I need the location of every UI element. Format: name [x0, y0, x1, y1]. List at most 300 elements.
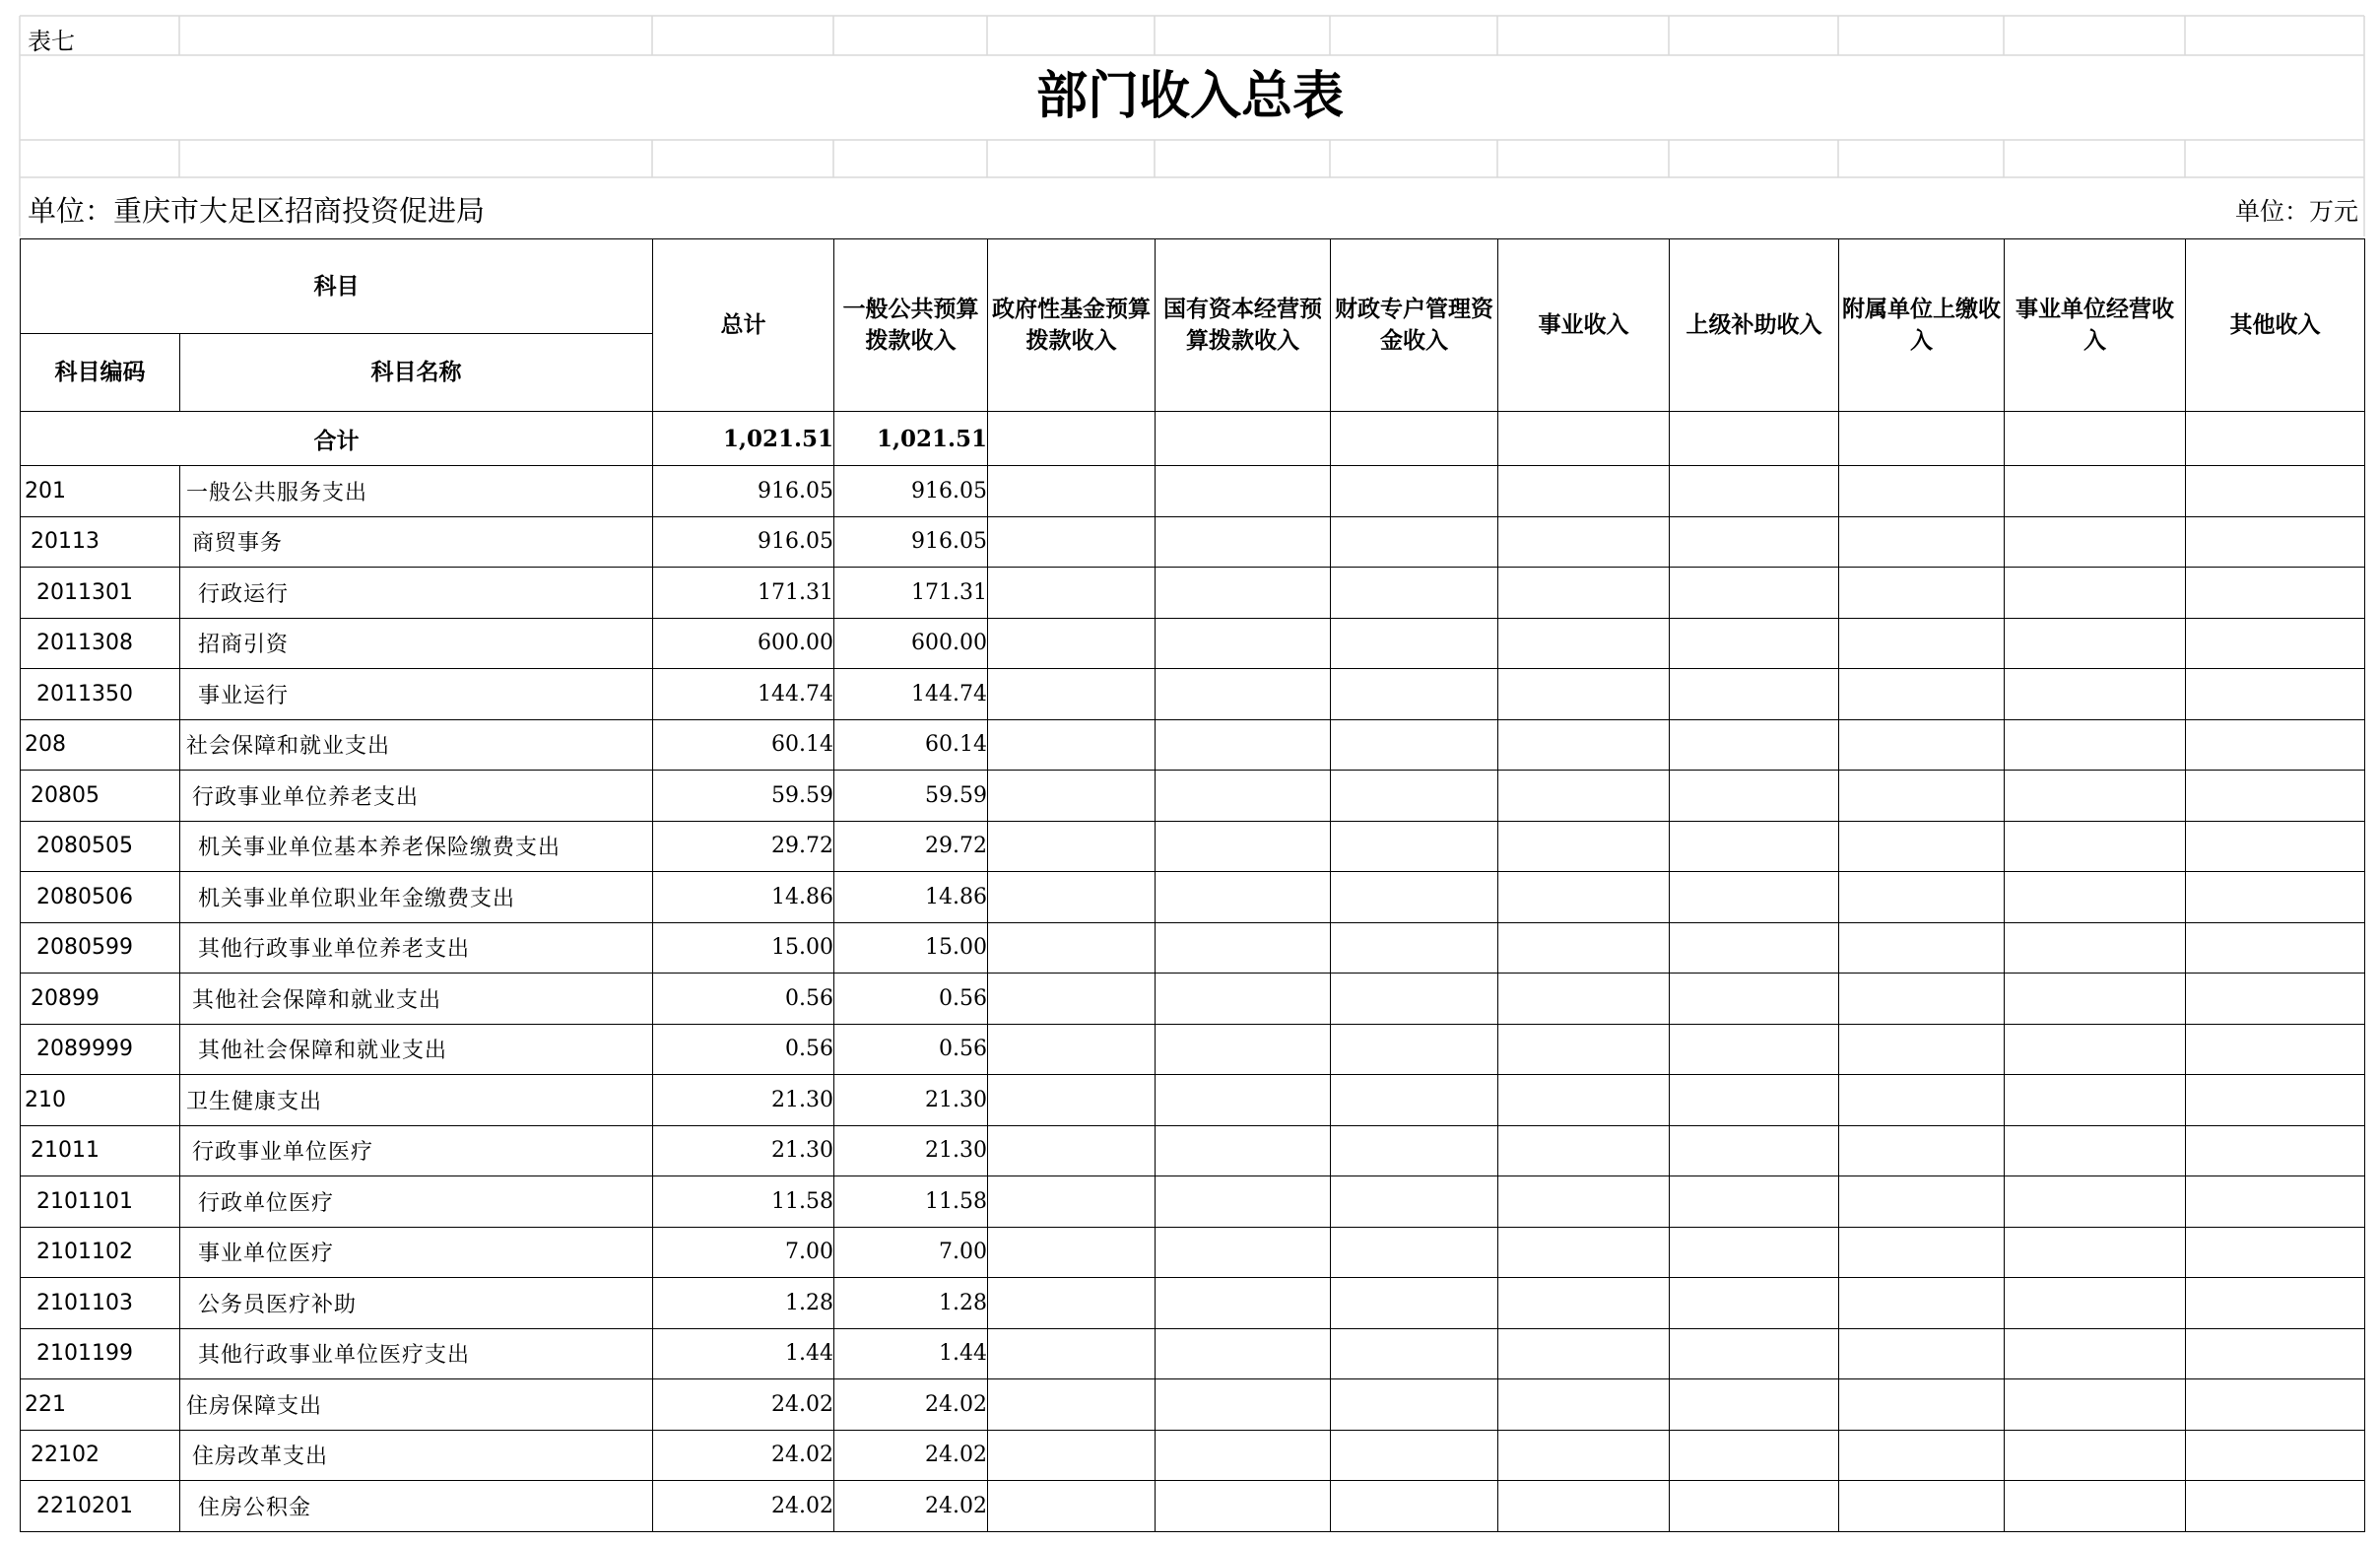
empty-cell — [1670, 516, 1839, 568]
general-budget-value: 916.05 — [834, 466, 988, 517]
empty-cell — [1331, 1176, 1498, 1228]
general-budget-value: 0.56 — [834, 974, 988, 1025]
empty-cell — [2186, 974, 2365, 1025]
subject-code: 20899 — [21, 974, 180, 1025]
empty-cell — [2186, 719, 2365, 771]
empty-cell — [1498, 1328, 1670, 1379]
empty-cell — [2005, 1227, 2186, 1278]
empty-cell — [1331, 618, 1498, 669]
empty-cell — [2005, 1075, 2186, 1126]
empty-cell — [1156, 1379, 1331, 1431]
empty-cell — [1670, 922, 1839, 974]
general-budget-value: 600.00 — [834, 618, 988, 669]
empty-cell — [1670, 618, 1839, 669]
total-value: 144.74 — [653, 669, 834, 720]
empty-cell — [988, 1125, 1156, 1176]
empty-cell — [2186, 1176, 2365, 1228]
empty-cell — [1156, 1328, 1331, 1379]
empty-cell — [2005, 771, 2186, 822]
subject-name: 一般公共服务支出 — [180, 466, 653, 517]
empty-cell — [1839, 1075, 2005, 1126]
empty-cell — [1498, 1227, 1670, 1278]
empty-cell — [1156, 618, 1331, 669]
empty-cell — [2005, 821, 2186, 872]
empty-cell — [2005, 1278, 2186, 1329]
general-budget-value: 7.00 — [834, 1227, 988, 1278]
empty-cell — [1331, 669, 1498, 720]
table-row — [21, 568, 2365, 619]
subject-name: 卫生健康支出 — [180, 1075, 653, 1126]
empty-cell — [1331, 1481, 1498, 1532]
empty-cell — [988, 771, 1156, 822]
subject-code: 2101101 — [21, 1176, 180, 1228]
total-value: 59.59 — [653, 771, 834, 822]
empty-cell — [1670, 771, 1839, 822]
empty-cell — [2005, 922, 2186, 974]
empty-cell — [1156, 516, 1331, 568]
subject-code: 2089999 — [21, 1024, 180, 1075]
table-row — [21, 1328, 2365, 1379]
empty-cell — [1498, 618, 1670, 669]
empty-cell — [1839, 1278, 2005, 1329]
empty-cell — [1331, 1430, 1498, 1481]
general-budget-value: 916.05 — [834, 516, 988, 568]
subject-code: 22102 — [21, 1430, 180, 1481]
subject-name: 公务员医疗补助 — [180, 1278, 653, 1329]
empty-cell — [1670, 872, 1839, 923]
total-value: 24.02 — [653, 1379, 834, 1431]
empty-cell — [988, 1328, 1156, 1379]
total-value: 7.00 — [653, 1227, 834, 1278]
subject-code: 2080505 — [21, 821, 180, 872]
empty-cell — [1670, 1278, 1839, 1329]
table-row — [21, 1278, 2365, 1329]
subject-name: 其他行政事业单位养老支出 — [180, 922, 653, 974]
subject-name: 住房公积金 — [180, 1481, 653, 1532]
general-budget-value: 59.59 — [834, 771, 988, 822]
table-row — [21, 922, 2365, 974]
general-budget-value: 0.56 — [834, 1024, 988, 1075]
empty-cell — [2186, 821, 2365, 872]
empty-cell — [1839, 466, 2005, 517]
subject-name: 事业单位医疗 — [180, 1227, 653, 1278]
table-row — [21, 1379, 2365, 1431]
subject-name: 商贸事务 — [180, 516, 653, 568]
subject-name: 行政事业单位养老支出 — [180, 771, 653, 822]
empty-cell — [1670, 974, 1839, 1025]
table-row — [21, 821, 2365, 872]
table-row — [21, 1024, 2365, 1075]
empty-cell — [2005, 1125, 2186, 1176]
empty-cell — [1498, 1176, 1670, 1228]
subject-code: 2210201 — [21, 1481, 180, 1532]
empty-cell — [1331, 1278, 1498, 1329]
empty-cell — [1156, 974, 1331, 1025]
general-budget-value: 1.28 — [834, 1278, 988, 1329]
empty-cell — [1839, 516, 2005, 568]
empty-cell — [988, 669, 1156, 720]
total-value: 11.58 — [653, 1176, 834, 1228]
empty-cell — [1498, 1379, 1670, 1431]
empty-cell — [1331, 719, 1498, 771]
table-row — [21, 1227, 2365, 1278]
empty-cell — [1839, 872, 2005, 923]
table-row — [21, 618, 2365, 669]
empty-cell — [988, 821, 1156, 872]
empty-cell — [2186, 669, 2365, 720]
empty-cell — [2186, 1024, 2365, 1075]
empty-cell — [2005, 1379, 2186, 1431]
subject-name: 社会保障和就业支出 — [180, 719, 653, 771]
total-value: 0.56 — [653, 1024, 834, 1075]
table-row — [21, 1481, 2365, 1532]
total-value: 1.44 — [653, 1328, 834, 1379]
empty-cell — [1156, 922, 1331, 974]
empty-cell — [2186, 568, 2365, 619]
empty-cell — [2186, 466, 2365, 517]
empty-cell — [1839, 1430, 2005, 1481]
empty-cell — [1498, 872, 1670, 923]
empty-cell — [988, 1379, 1156, 1431]
empty-cell — [1670, 1075, 1839, 1126]
general-budget-value: 171.31 — [834, 568, 988, 619]
empty-cell — [1498, 1278, 1670, 1329]
empty-cell — [1156, 821, 1331, 872]
empty-cell — [1498, 771, 1670, 822]
empty-cell — [1839, 568, 2005, 619]
empty-cell — [1156, 1481, 1331, 1532]
empty-cell — [2005, 1430, 2186, 1481]
empty-cell — [988, 1278, 1156, 1329]
empty-cell — [988, 1430, 1156, 1481]
subject-code: 2101102 — [21, 1227, 180, 1278]
empty-cell — [1839, 821, 2005, 872]
empty-cell — [1839, 1481, 2005, 1532]
subject-code: 20805 — [21, 771, 180, 822]
empty-cell — [1670, 1176, 1839, 1228]
total-value: 916.05 — [653, 516, 834, 568]
empty-cell — [1156, 1075, 1331, 1126]
header-affiliated-income: 附属单位上缴收入 — [1839, 239, 2005, 412]
empty-cell — [1670, 1227, 1839, 1278]
table-row — [21, 1125, 2365, 1176]
empty-cell — [1156, 1227, 1331, 1278]
empty-cell — [1839, 719, 2005, 771]
empty-cell — [1156, 1430, 1331, 1481]
empty-cell — [2186, 618, 2365, 669]
empty-cell — [1498, 821, 1670, 872]
table-row — [21, 771, 2365, 822]
empty-cell — [988, 922, 1156, 974]
table-row — [21, 1430, 2365, 1481]
total-value: 916.05 — [653, 466, 834, 517]
total-value: 600.00 — [653, 618, 834, 669]
empty-cell — [1670, 1024, 1839, 1075]
empty-cell — [1498, 412, 1670, 466]
empty-cell — [1331, 1379, 1498, 1431]
empty-cell — [988, 618, 1156, 669]
empty-cell — [1839, 1328, 2005, 1379]
empty-cell — [1670, 669, 1839, 720]
summary-label: 合计 — [21, 412, 653, 466]
empty-cell — [1839, 1227, 2005, 1278]
subject-name: 其他社会保障和就业支出 — [180, 974, 653, 1025]
empty-cell — [1331, 568, 1498, 619]
empty-cell — [1331, 771, 1498, 822]
empty-cell — [1498, 1024, 1670, 1075]
subject-name: 其他行政事业单位医疗支出 — [180, 1328, 653, 1379]
empty-cell — [2005, 1481, 2186, 1532]
header-state-capital: 国有资本经营预算拨款收入 — [1156, 239, 1331, 412]
header-business-income: 事业收入 — [1498, 239, 1670, 412]
empty-cell — [988, 974, 1156, 1025]
total-value: 21.30 — [653, 1075, 834, 1126]
empty-cell — [2186, 1430, 2365, 1481]
subject-code: 21011 — [21, 1125, 180, 1176]
header-general-budget: 一般公共预算拨款收入 — [834, 239, 988, 412]
empty-cell — [1331, 1227, 1498, 1278]
empty-cell — [2186, 1379, 2365, 1431]
general-budget-value: 24.02 — [834, 1379, 988, 1431]
empty-cell — [988, 1481, 1156, 1532]
empty-cell — [988, 872, 1156, 923]
empty-cell — [2186, 1125, 2365, 1176]
empty-cell — [1498, 922, 1670, 974]
empty-cell — [1498, 1075, 1670, 1126]
empty-cell — [988, 719, 1156, 771]
empty-cell — [1670, 1328, 1839, 1379]
total-value: 29.72 — [653, 821, 834, 872]
empty-cell — [2005, 412, 2186, 466]
subject-name: 住房保障支出 — [180, 1379, 653, 1431]
sheet-tag: 表七 — [28, 28, 75, 55]
general-budget-value: 15.00 — [834, 922, 988, 974]
empty-cell — [1670, 719, 1839, 771]
empty-cell — [1498, 974, 1670, 1025]
empty-cell — [988, 1176, 1156, 1228]
empty-cell — [988, 412, 1156, 466]
empty-cell — [2186, 771, 2365, 822]
header-total: 总计 — [653, 239, 834, 412]
empty-cell — [1156, 1024, 1331, 1075]
total-value: 1.28 — [653, 1278, 834, 1329]
empty-cell — [1331, 516, 1498, 568]
table-row — [21, 872, 2365, 923]
empty-cell — [1156, 466, 1331, 517]
empty-cell — [1670, 568, 1839, 619]
empty-cell — [2005, 1176, 2186, 1228]
empty-cell — [1839, 771, 2005, 822]
empty-cell — [1156, 771, 1331, 822]
empty-cell — [1498, 568, 1670, 619]
empty-cell — [1156, 568, 1331, 619]
subject-name: 事业运行 — [180, 669, 653, 720]
subject-code: 208 — [21, 719, 180, 771]
empty-cell — [1331, 1024, 1498, 1075]
empty-cell — [1839, 1024, 2005, 1075]
empty-cell — [2005, 568, 2186, 619]
empty-cell — [2186, 412, 2365, 466]
table-row — [21, 974, 2365, 1025]
empty-cell — [1670, 412, 1839, 466]
empty-cell — [1156, 872, 1331, 923]
table-row — [21, 1075, 2365, 1126]
empty-cell — [1670, 1481, 1839, 1532]
general-budget-value: 21.30 — [834, 1075, 988, 1126]
empty-cell — [1670, 1430, 1839, 1481]
header-name: 科目名称 — [180, 334, 653, 412]
total-value: 60.14 — [653, 719, 834, 771]
subject-code: 2101199 — [21, 1328, 180, 1379]
table-row — [21, 719, 2365, 771]
total-value: 171.31 — [653, 568, 834, 619]
empty-cell — [988, 1024, 1156, 1075]
empty-cell — [1498, 466, 1670, 517]
empty-cell — [2005, 618, 2186, 669]
empty-cell — [1839, 1176, 2005, 1228]
subject-name: 住房改革支出 — [180, 1430, 653, 1481]
empty-cell — [1156, 1125, 1331, 1176]
empty-cell — [1331, 974, 1498, 1025]
subject-code: 20113 — [21, 516, 180, 568]
page-title: 部门收入总表 — [1035, 66, 1344, 126]
empty-cell — [1156, 719, 1331, 771]
total-value: 14.86 — [653, 872, 834, 923]
empty-cell — [1839, 669, 2005, 720]
empty-cell — [1331, 872, 1498, 923]
summary-general-budget: 1,021.51 — [834, 412, 988, 466]
empty-cell — [1839, 974, 2005, 1025]
empty-cell — [1156, 1176, 1331, 1228]
general-budget-value: 21.30 — [834, 1125, 988, 1176]
subject-name: 其他社会保障和就业支出 — [180, 1024, 653, 1075]
empty-cell — [1331, 922, 1498, 974]
total-value: 15.00 — [653, 922, 834, 974]
empty-cell — [1156, 669, 1331, 720]
general-budget-value: 1.44 — [834, 1328, 988, 1379]
empty-cell — [2186, 516, 2365, 568]
empty-cell — [1331, 1328, 1498, 1379]
empty-cell — [2005, 719, 2186, 771]
general-budget-value: 14.86 — [834, 872, 988, 923]
subject-code: 210 — [21, 1075, 180, 1126]
empty-cell — [1331, 1125, 1498, 1176]
total-value: 24.02 — [653, 1481, 834, 1532]
summary-row — [21, 412, 2365, 466]
empty-cell — [1670, 1125, 1839, 1176]
table-row — [21, 466, 2365, 517]
income-summary-table — [20, 238, 2365, 1532]
subject-code: 2080599 — [21, 922, 180, 974]
empty-cell — [1839, 1379, 2005, 1431]
empty-cell — [2186, 872, 2365, 923]
table-row — [21, 516, 2365, 568]
header-gov-fund: 政府性基金预算拨款收入 — [988, 239, 1156, 412]
general-budget-value: 24.02 — [834, 1481, 988, 1532]
subject-code: 2080506 — [21, 872, 180, 923]
empty-cell — [1670, 821, 1839, 872]
empty-cell — [1839, 1125, 2005, 1176]
general-budget-value: 11.58 — [834, 1176, 988, 1228]
unit-currency: 单位：万元 — [2234, 197, 2358, 226]
subject-name: 行政单位医疗 — [180, 1176, 653, 1228]
empty-cell — [2005, 1328, 2186, 1379]
total-value: 0.56 — [653, 974, 834, 1025]
empty-cell — [988, 516, 1156, 568]
empty-cell — [2005, 1024, 2186, 1075]
empty-cell — [2186, 1075, 2365, 1126]
empty-cell — [1331, 412, 1498, 466]
empty-cell — [2186, 1481, 2365, 1532]
empty-cell — [2005, 669, 2186, 720]
subject-name: 机关事业单位基本养老保险缴费支出 — [180, 821, 653, 872]
header-subject: 科目 — [21, 239, 653, 334]
empty-cell — [2005, 872, 2186, 923]
empty-cell — [988, 568, 1156, 619]
table-row — [21, 1176, 2365, 1228]
empty-cell — [2005, 974, 2186, 1025]
empty-cell — [988, 1227, 1156, 1278]
general-budget-value: 144.74 — [834, 669, 988, 720]
empty-cell — [1331, 466, 1498, 517]
table-row — [21, 669, 2365, 720]
subject-name: 行政事业单位医疗 — [180, 1125, 653, 1176]
general-budget-value: 29.72 — [834, 821, 988, 872]
empty-cell — [2005, 516, 2186, 568]
empty-cell — [1498, 1481, 1670, 1532]
subject-code: 2101103 — [21, 1278, 180, 1329]
empty-cell — [988, 1075, 1156, 1126]
empty-cell — [1498, 719, 1670, 771]
subject-name: 招商引资 — [180, 618, 653, 669]
unit-organization: 单位：重庆市大足区招商投资促进局 — [28, 194, 486, 228]
subject-code: 221 — [21, 1379, 180, 1431]
empty-cell — [2186, 922, 2365, 974]
subject-name: 机关事业单位职业年金缴费支出 — [180, 872, 653, 923]
subject-code: 2011350 — [21, 669, 180, 720]
header-other-income: 其他收入 — [2186, 239, 2365, 412]
summary-total: 1,021.51 — [653, 412, 834, 466]
empty-cell — [1498, 669, 1670, 720]
header-superior-subsidy: 上级补助收入 — [1670, 239, 1839, 412]
empty-cell — [1498, 1125, 1670, 1176]
header-row — [21, 239, 2365, 334]
total-value: 24.02 — [653, 1430, 834, 1481]
header-business-operating: 事业单位经营收入 — [2005, 239, 2186, 412]
header-code: 科目编码 — [21, 334, 180, 412]
empty-cell — [1839, 618, 2005, 669]
empty-cell — [1331, 1075, 1498, 1126]
general-budget-value: 60.14 — [834, 719, 988, 771]
empty-cell — [2186, 1227, 2365, 1278]
subject-code: 201 — [21, 466, 180, 517]
total-value: 21.30 — [653, 1125, 834, 1176]
empty-cell — [988, 466, 1156, 517]
empty-cell — [2186, 1278, 2365, 1329]
empty-cell — [1498, 1430, 1670, 1481]
subject-name: 行政运行 — [180, 568, 653, 619]
empty-cell — [1839, 412, 2005, 466]
empty-cell — [2005, 466, 2186, 517]
subject-code: 2011308 — [21, 618, 180, 669]
empty-cell — [1498, 516, 1670, 568]
empty-cell — [1156, 1278, 1331, 1329]
empty-cell — [1670, 1379, 1839, 1431]
empty-cell — [1670, 466, 1839, 517]
empty-cell — [2186, 1328, 2365, 1379]
general-budget-value: 24.02 — [834, 1430, 988, 1481]
header-fiscal-special: 财政专户管理资金收入 — [1331, 239, 1498, 412]
